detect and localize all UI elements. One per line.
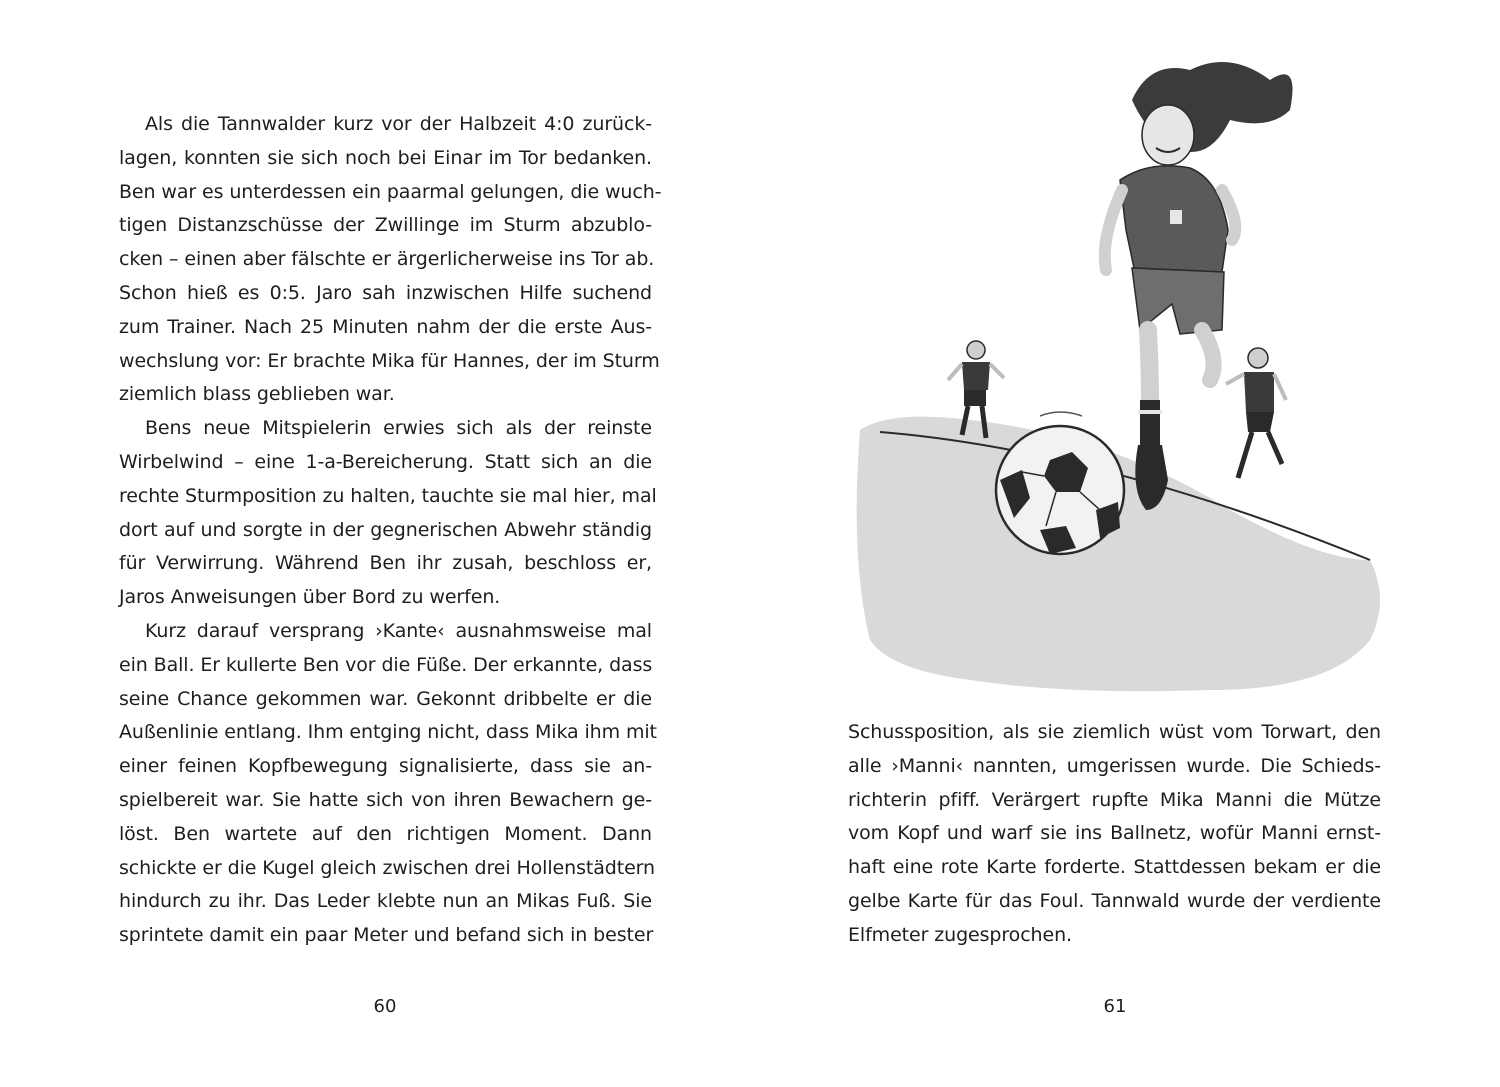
page-number-left: 60 bbox=[373, 996, 397, 1017]
text-line: rechte Sturmposition zu halten, tauchte sie mal hier, mal bbox=[119, 484, 657, 507]
text-line: Ben war es unterdessen ein paarmal gelungen, die wuch- bbox=[119, 180, 662, 203]
text-line: wechslung vor: Er brachte Mika für Hannes, der im Sturm bbox=[119, 349, 660, 372]
text-line: schickte er die Kugel gleich zwischen drei Hollenstädtern bbox=[119, 856, 655, 879]
text-line: ziemlich blass geblieben war. bbox=[119, 383, 395, 406]
text-line: Als die Tannwalder kurz vor der Halbzeit 4:0 zurück- bbox=[145, 113, 652, 135]
text-line: haft eine rote Karte forderte. Stattdessen bekam er die bbox=[848, 856, 1381, 879]
text-line: Schon hieß es 0:5. Jaro sah inzwischen Hilfe suchend bbox=[119, 281, 652, 304]
text-line: einer feinen Kopfbewegung signalisierte, dass sie an- bbox=[119, 755, 652, 778]
soccer-illustration bbox=[850, 40, 1390, 700]
page-number-right: 61 bbox=[1103, 996, 1127, 1017]
text-line: dort auf und sorgte in der gegnerischen Abwehr ständig bbox=[119, 518, 652, 541]
right-page bbox=[750, 0, 1500, 1087]
text-line: sprintete damit ein paar Meter und befand sich in bester bbox=[119, 924, 654, 947]
text-line: hindurch zu ihr. Das Leder klebte nun an Mikas Fuß. Sie bbox=[119, 890, 652, 913]
text-line: spielbereit war. Sie hatte sich von ihren Bewachern ge- bbox=[119, 788, 652, 811]
text-line: richterin pfiff. Verärgert rupfte Mika Manni die Mütze bbox=[848, 788, 1381, 811]
pitch-wash bbox=[857, 417, 1380, 692]
text-line: Jaros Anweisungen über Bord zu werfen. bbox=[119, 586, 501, 609]
text-line: löst. Ben wartete auf den richtigen Moment. Dann bbox=[119, 822, 652, 845]
text-line: ein Ball. Er kullerte Ben vor die Füße. Der erkannte, dass bbox=[119, 653, 653, 676]
text-line: cken – einen aber fälschte er ärgerlicherweise ins Tor ab. bbox=[119, 248, 655, 271]
text-line: seine Chance gekommen war. Gekonnt dribbelte er die bbox=[119, 687, 652, 710]
text-line: gelbe Karte für das Foul. Tannwald wurde der verdiente bbox=[848, 889, 1381, 912]
text-line: zum Trainer. Nach 25 Minuten nahm der die erste Aus- bbox=[119, 315, 652, 338]
text-line: Außenlinie entlang. Ihm entging nicht, dass Mika ihm mit bbox=[119, 721, 657, 744]
left-page-text bbox=[119, 108, 662, 953]
text-line: Elfmeter zugesprochen. bbox=[848, 923, 1072, 946]
text-line: Kurz darauf versprang ›Kante‹ ausnahmsweise mal bbox=[145, 619, 652, 642]
text-line: tigen Distanzschüsse der Zwillinge im Sturm abzublo- bbox=[119, 214, 652, 237]
right-page-text bbox=[848, 716, 1381, 953]
text-line: Wirbelwind – eine 1-a-Bereicherung. Statt sich an die bbox=[119, 450, 652, 473]
text-line: für Verwirrung. Während Ben ihr zusah, beschloss er, bbox=[119, 552, 652, 575]
main-player-figure bbox=[1105, 62, 1293, 510]
text-line: lagen, konnten sie sich noch bei Einar im Tor bedanken. bbox=[119, 146, 652, 169]
text-line: Bens neue Mitspielerin erwies sich als der reinste bbox=[145, 417, 652, 440]
player-right-figure bbox=[1226, 348, 1286, 478]
text-line: alle ›Manni‹ nannten, umgerissen wurde. Die Schieds- bbox=[848, 754, 1381, 777]
text-line: Schussposition, als sie ziemlich wüst vom Torwart, den bbox=[848, 721, 1381, 743]
text-line: vom Kopf und warf sie ins Ballnetz, wofür Manni ernst- bbox=[848, 822, 1381, 845]
